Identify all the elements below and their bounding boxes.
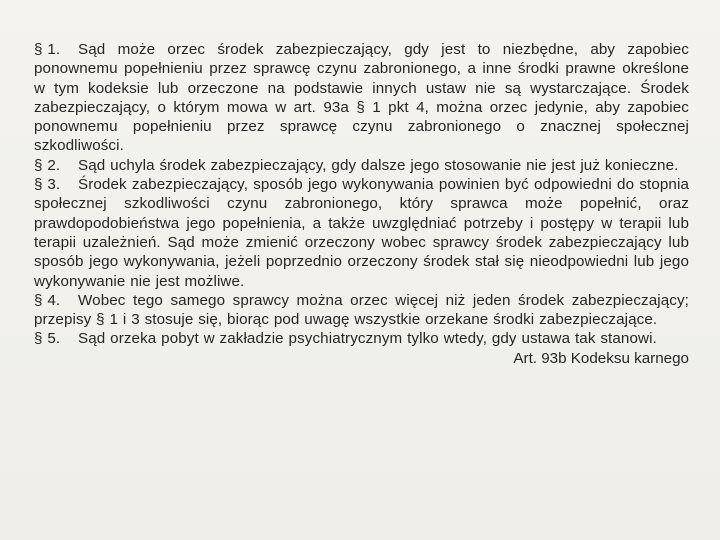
paragraph-text: Środek zabezpieczający, sposób jego wykonywania powinien być odpowiedni do stopnia społecznej szkodliwości czynu zabronionego, który sprawca może popełnić, oraz prawdopodobieństwa jego popełnienia, a także uwzględniać potrzeby i postępy w terapii lub terapii uzależnień. Sąd może zmienić orzeczony wobec sprawcy środek zabezpieczający lub sposób jego wykonywania, jeżeli poprzednio orzeczony środek stał się nieodpowiedni lub jego wykonywanie nie jest możliwe. <box>34 176 689 290</box>
paragraph-1 <box>34 40 689 156</box>
paragraph-number: § 1. <box>34 41 61 58</box>
paragraph-4 <box>34 291 689 330</box>
paragraph-text: Wobec tego samego sprawcy można orzec więcej niż jeden środek zabezpieczający; przepisy § 1 i 3 stosuje się, biorąc pod uwagę wszystkie orzekane środki zabezpieczające. <box>34 291 689 329</box>
paragraph-number: § 5. <box>34 330 61 348</box>
paragraph-text: Sąd może orzec środek zabezpieczający, gdy jest to niezbędne, aby zapobiec ponownemu popełnieniu przez sprawcę czynu zabronionego, a inne środki prawne określone w tym kodeksie lub orzeczone na podstawie innych ustaw nie są wystarczające. Środek zabezpieczający, o którym mowa w art. 93a § 1 pkt 4, można orzec jedynie, aby zapobiec ponownemu popełnieniu przez sprawcę czynu zabronionego o znacznej społecznej szkodliwości. <box>34 41 689 155</box>
paragraph-number: § 2. <box>34 156 61 174</box>
source-citation: Art. 93b Kodeksu karnego <box>513 349 689 367</box>
paragraph-text: Sąd orzeka pobyt w zakładzie psychiatrycznym tylko wtedy, gdy ustawa tak stanowi. <box>78 330 657 348</box>
paragraph-text: Sąd uchyla środek zabezpieczający, gdy dalsze jego stosowanie nie jest już konieczne. <box>78 156 679 174</box>
paragraph-5 <box>34 329 689 348</box>
paragraph-3 <box>34 175 689 291</box>
document-body <box>34 40 689 368</box>
paragraph-2 <box>34 156 689 175</box>
paragraph-number: § 4. <box>34 291 61 309</box>
paragraph-number: § 3. <box>34 176 61 194</box>
